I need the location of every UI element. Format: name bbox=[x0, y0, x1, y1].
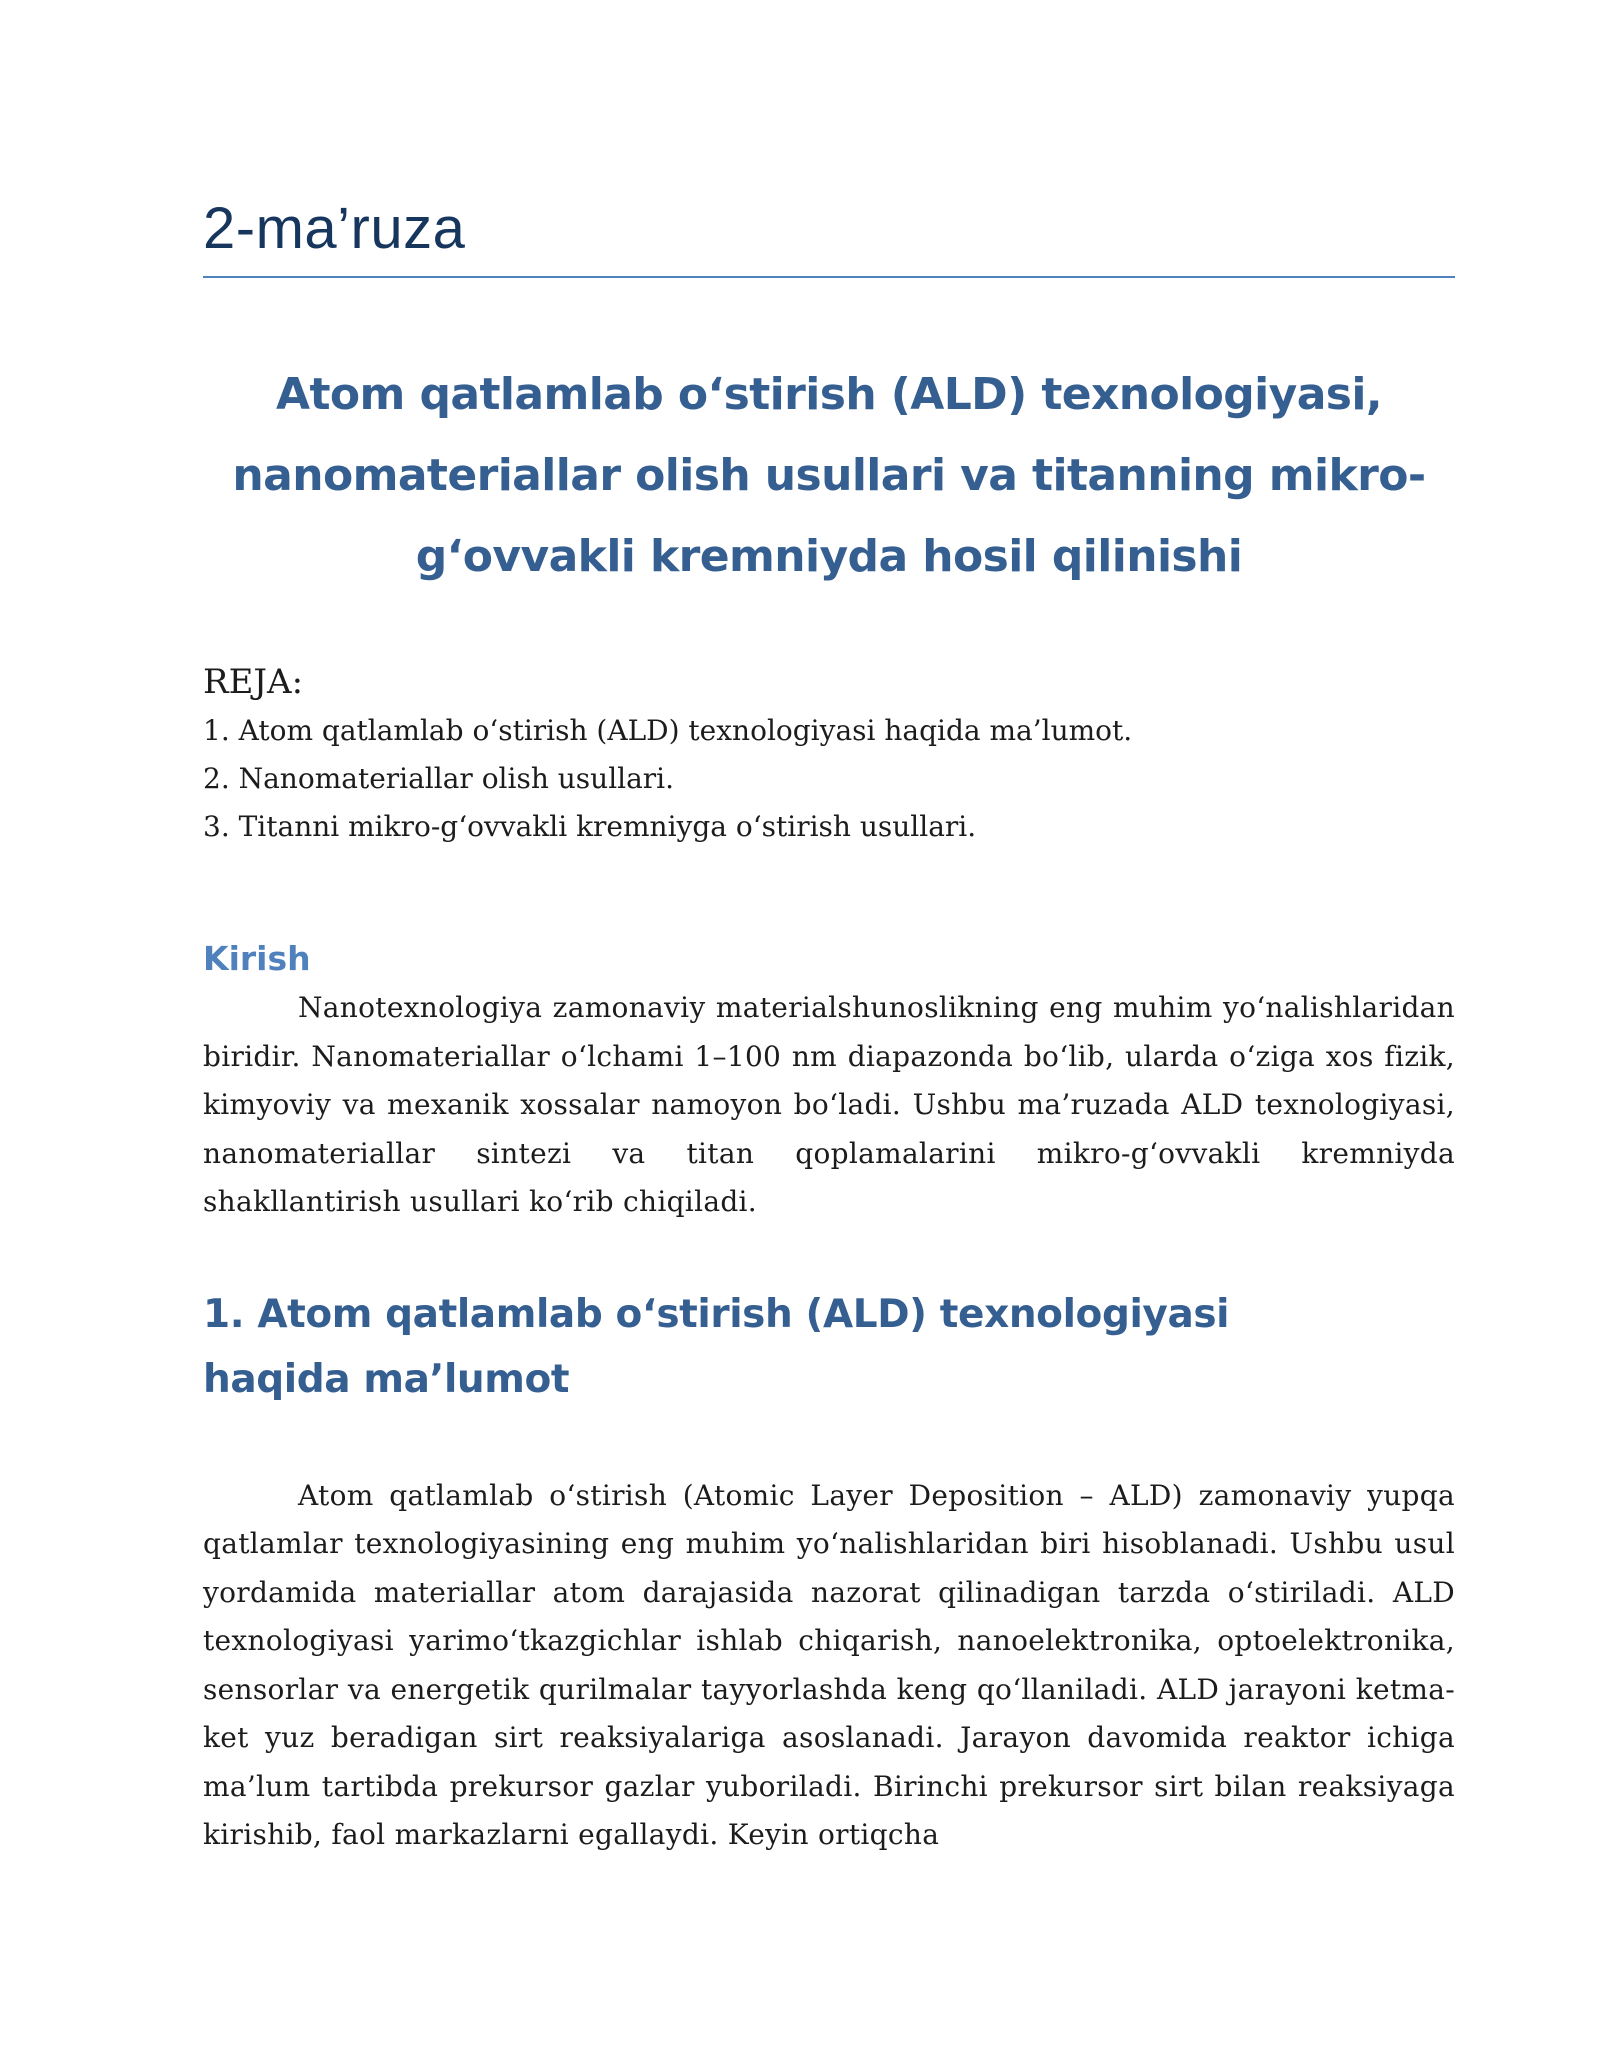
lecture-label: 2-ma’ruza bbox=[203, 196, 466, 261]
intro-paragraph: Nanotexnologiya zamonaviy materialshunoslikning eng muhim yo‘nalishlaridan biridir. Nanomateriallar o‘lchami 1–100 nm diapazonda bo‘lib, ularda o‘ziga xos fizik, kimyoviy va mexanik xossalar namoyon bo‘ladi. Ushbu ma’ruzada ALD texnologiyasi, nanomateriallar sintezi va titan qoplamalarini mikro-g‘ovvakli kremniyda shakllantirish usullari ko‘rib chiqiladi. bbox=[203, 991, 1455, 1218]
section-1-paragraph: Atom qatlamlab o‘stirish (Atomic Layer Deposition – ALD) zamonaviy yupqa qatlamlar texnologiyasining eng muhim yo‘nalishlaridan biri hisoblanadi. Ushbu usul yordamida materiallar atom darajasida nazorat qilinadigan tarzda o‘stiriladi. ALD texnologiyasi yarimo‘tkazgichlar ishlab chiqarish, nanoelektronika, optoelektronika, sensorlar va energetik qurilmalar tayyorlashda keng qo‘llaniladi. ALD jarayoni ketma-ket yuz beradigan sirt reaksiyalariga asoslanadi. Jarayon davomida reaktor ichiga ma’lum tartibda prekursor gazlar yuboriladi. Birinchi prekursor sirt bilan reaksiyaga kirishib, faol markazlarni egallaydi. Keyin ortiqcha bbox=[203, 1478, 1455, 1851]
plan-list bbox=[203, 707, 1455, 851]
plan-heading: REJA: bbox=[203, 662, 304, 702]
page-content bbox=[203, 186, 1455, 1860]
plan-item: 2. Nanomateriallar olish usullari. bbox=[203, 762, 675, 795]
main-title: Atom qatlamlab o‘stirish (ALD) texnologiyasi, nanomateriallar olish usullari va titanning mikro-g‘ovvakli kremniyda hosil qilinishi bbox=[232, 369, 1426, 582]
plan-item: 1. Atom qatlamlab o‘stirish (ALD) texnologiyasi haqida ma’lumot. bbox=[203, 714, 1133, 747]
section-1-heading: 1. Atom qatlamlab o‘stirish (ALD) texnologiyasi haqida ma’lumot bbox=[203, 1291, 1230, 1402]
plan-block bbox=[203, 657, 1455, 851]
title-divider bbox=[203, 276, 1455, 278]
plan-item: 3. Titanni mikro-g‘ovvakli kremniyga o‘stirish usullari. bbox=[203, 810, 977, 843]
intro-heading: Kirish bbox=[203, 939, 311, 978]
